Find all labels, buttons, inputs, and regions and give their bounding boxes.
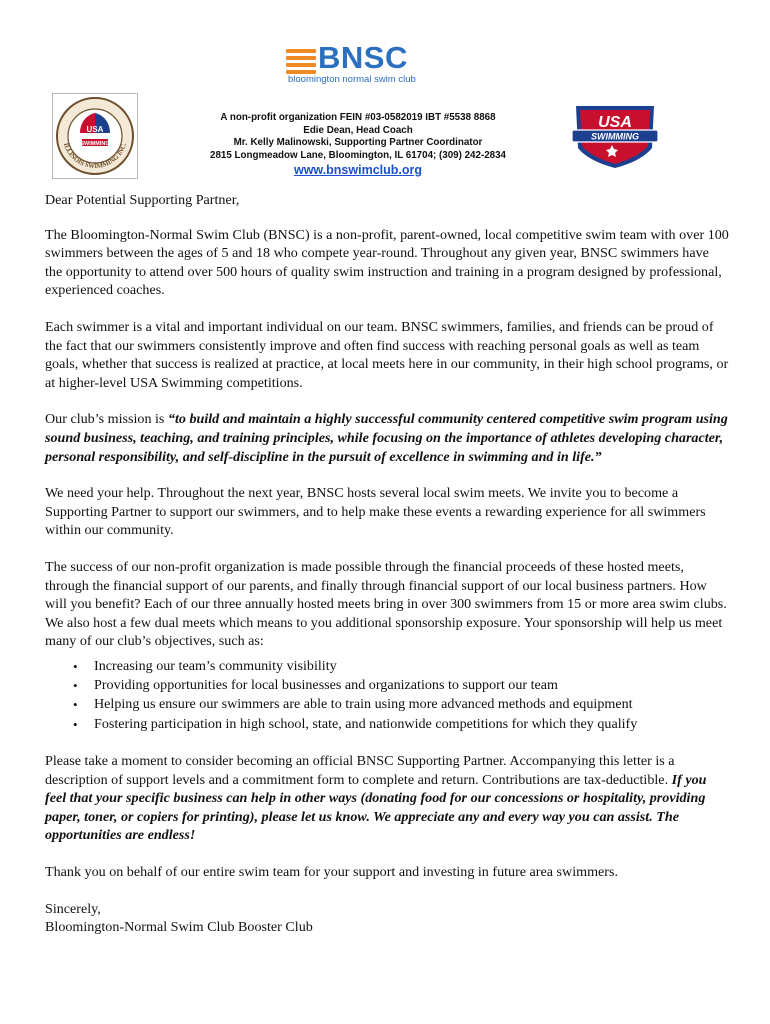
- mission-statement: “to build and maintain a highly successful community centered competitive swim program using sound business, teaching, and training principles, while focusing on the importance of athletes developing character, personal responsibility, and self-discipline in the pursuit of excellence in swimming and in life.”: [45, 411, 728, 465]
- salutation: Dear Potential Supporting Partner,: [45, 192, 240, 208]
- org-line: A non-profit organization FEIN #03-0582019 IBT #5538 8868: [220, 112, 496, 123]
- usa-logo-bottom-text: SWIMMING: [591, 131, 639, 142]
- seal-swimming-text: SWIMMING: [80, 141, 110, 147]
- usa-swimming-logo: [570, 100, 660, 170]
- list-item: • Increasing our team’s community visibility: [45, 657, 729, 676]
- seal-ring-text: ILLINOIS SWIMMING INC.: [61, 142, 129, 171]
- paragraph-mission: [45, 410, 729, 466]
- paragraph-call-to-action: [45, 752, 729, 845]
- website-link[interactable]: www.bnswimclub.org: [293, 163, 422, 177]
- cta-emphasis: If you feel that your specific business can help in other ways (donating food for our concessions or hospitality, providing paper, toner, or copiers for printing), please let us know. We appreciate any and every way you can assist. The opportunities are endless!: [45, 771, 707, 844]
- signature: Bloomington-Normal Swim Club Booster Club: [45, 919, 313, 936]
- objectives-list: [45, 657, 729, 734]
- bnsc-logo-tagline: bloomington normal swim club: [288, 74, 416, 85]
- paragraph-intro: The Bloomington-Normal Swim Club (BNSC) is a non-profit, parent-owned, local competitive swim team with over 100 swimmers between the ages of 5 and 18 who compete year-round. Throughout any given year, BNSC swimmers have the opportunity to attend over 500 hours of quality swim instruction and training in a program designed by professional, experienced coaches.: [45, 226, 729, 299]
- list-item: • Helping us ensure our swimmers are able to train using more advanced methods and equipment: [45, 695, 729, 714]
- mission-lead: Our club’s mission is: [45, 411, 168, 428]
- bnsc-logo: [286, 40, 426, 88]
- closing: Sincerely,: [45, 900, 101, 917]
- letter-body: [45, 191, 729, 937]
- address: 2815 Longmeadow Lane, Bloomington, IL 61704; (309) 242-2834: [210, 149, 506, 161]
- paragraph-thanks: Thank you on behalf of our entire swim team for your support and investing in future area swimmers.: [45, 864, 618, 881]
- illinois-swimming-seal: [52, 93, 138, 179]
- paragraph-benefits: The success of our non-profit organization is made possible through the financial proceeds of these hosted meets, through the financial support of our parents, and finally through financial support of our local business partners. How will you benefit? Each of our three annually hosted meets bring in over 300 swimmers from 15 or more area swim clubs. We also host a few dual meets which means to you additional sponsorship exposure. Your sponsorship will help us meet many of our club’s objectives, such as:: [45, 558, 727, 650]
- head-coach: Edie Dean, Head Coach: [303, 124, 413, 136]
- paragraph-help: We need your help. Throughout the next year, BNSC hosts several local swim meets. We invite you to become a Supporting Partner to support our swimmers, and to help make these events a rewarding experience for all swimmers within our community.: [45, 485, 706, 539]
- usa-logo-top-text: USA: [598, 114, 632, 131]
- list-item: • Fostering participation in high school, state, and nationwide competitions for which they qualify: [45, 715, 729, 734]
- bnsc-wave-icon: [286, 49, 316, 77]
- letterhead-info: [180, 112, 536, 179]
- bnsc-logo-text: BNSC: [318, 40, 408, 75]
- paragraph-swimmers: Each swimmer is a vital and important individual on our team. BNSC swimmers, families, and friends can be proud of the fact that our swimmers consistently improve and often find success with reaching personal goals as well as team goals, whether that success is realized at practice, at local meets here in our community, in their high school programs, or at higher-level USA Swimming competitions.: [45, 318, 729, 391]
- partner-coordinator: Mr. Kelly Malinowski, Supporting Partner Coordinator: [233, 137, 483, 148]
- cta-text: Please take a moment to consider becoming an official BNSC Supporting Partner. Accompanying this letter is a description of support levels and a commitment form to complete and return. Contributions are tax-deductible.: [45, 753, 675, 788]
- list-item: • Providing opportunities for local businesses and organizations to support our team: [45, 676, 729, 695]
- seal-usa-text: USA: [86, 125, 104, 134]
